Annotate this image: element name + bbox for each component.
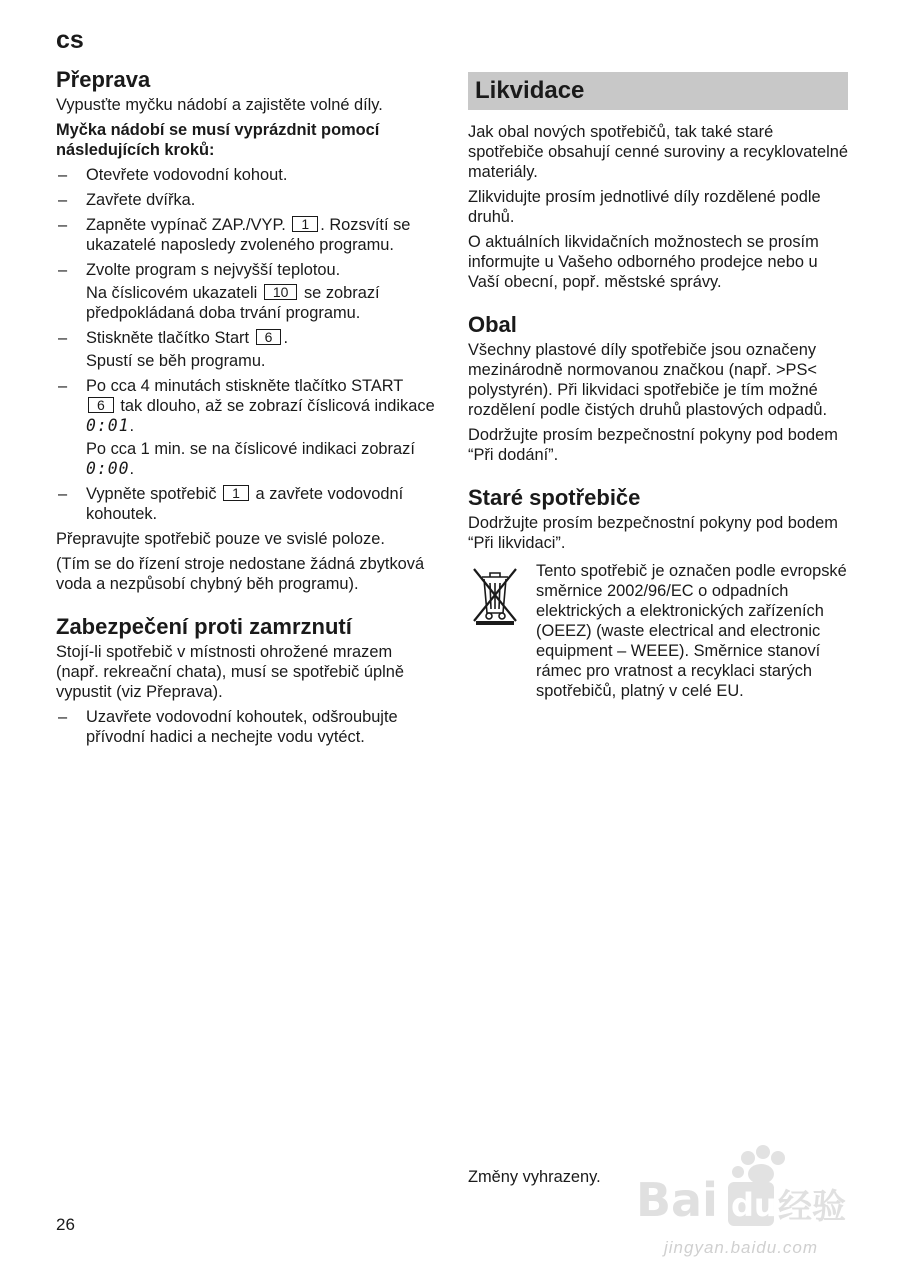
svg-text:du: du xyxy=(731,1186,777,1224)
heading-likvidace: Likvidace xyxy=(475,77,585,104)
step-text: se zobrazí předpokládaná doba trvání programu. xyxy=(86,284,380,322)
step-subtext xyxy=(86,439,436,479)
key-6-icon: 6 xyxy=(256,329,282,345)
heading-band-likvidace xyxy=(468,72,848,110)
step-text: Na číslicovém ukazateli xyxy=(86,284,258,302)
list-item xyxy=(56,328,436,371)
step-text: Zvolte program s nejvyšší teplotou. xyxy=(86,261,341,279)
likvidace-paragraph: O aktuálních likvidačních možnostech se prosím informujte u Vašeho odborného prodejce nebo u Vaší obecní, popř. městské správy. xyxy=(468,233,819,291)
list-item xyxy=(56,484,436,524)
heading-obal: Obal xyxy=(468,312,517,337)
right-column xyxy=(468,66,848,701)
step-text: Po cca 1 min. se na číslicové indikaci zobrazí xyxy=(86,440,415,458)
svg-text:经验: 经验 xyxy=(778,1187,846,1227)
step-text: a zavřete vodovodní kohoutek. xyxy=(86,485,404,523)
step-text: . xyxy=(129,417,135,435)
step-text: Zavřete dvířka. xyxy=(86,191,196,209)
step-subtext xyxy=(86,283,436,323)
heading-zamrznuti: Zabezpečení proti zamrznutí xyxy=(56,614,352,639)
heading-preprava: Přeprava xyxy=(56,67,151,92)
crossed-out-wheelie-bin-icon xyxy=(468,561,522,701)
list-item xyxy=(56,376,436,479)
step-subtext: Spustí se běh programu. xyxy=(86,352,266,370)
preprava-steps xyxy=(56,165,436,524)
stare-paragraph: Dodržujte prosím bezpečnostní pokyny pod bodem “Při likvidaci”. xyxy=(468,514,838,552)
step-text: Zapněte vypínač ZAP./VYP. xyxy=(86,216,286,234)
step-text: . Rozsvítí se ukazatelé naposledy zvoleného programu. xyxy=(86,216,411,254)
preprava-paragraph: Přepravujte spotřebič pouze ve svislé poloze. xyxy=(56,530,385,548)
preprava-bold: Myčka nádobí se musí vyprázdnit pomocí následujících kroků: xyxy=(56,121,380,159)
step-text: Po cca 4 minutách stiskněte tlačítko START xyxy=(86,377,404,395)
baidu-watermark-url: jingyan.baidu.com xyxy=(664,1238,819,1257)
step-text: Stiskněte tlačítko Start xyxy=(86,329,250,347)
weee-text: Tento spotřebič je označen podle evropské směrnice 2002/96/EC o odpadních elektrických a elektronických zařízeních (OEEZ) (waste electrical and electronic equipment – WEEE). Směrnice stanoví rámec pro vratnost a recyklaci starých spotřebičů, platný v celé EU. xyxy=(536,562,847,700)
list-item xyxy=(56,707,436,747)
step-text: . xyxy=(283,329,288,347)
step-text: . xyxy=(129,460,135,478)
language-code: cs xyxy=(56,26,84,54)
baidu-watermark-logo xyxy=(636,1138,856,1243)
digital-display-readout: 0:01 xyxy=(86,416,130,435)
list-item xyxy=(56,190,436,210)
zamrznuti-steps xyxy=(56,707,436,747)
footer-note: Změny vyhrazeny. xyxy=(468,1168,601,1186)
obal-paragraph: Všechny plastové díly spotřebiče jsou označeny mezinárodně normovanou značkou (např. >PS< polystyrén). Při likvidaci spotřebiče je tím možné rozdělení podle čistých druhů plastových odpadů. xyxy=(468,341,828,419)
list-item xyxy=(56,165,436,185)
step-text: tak dlouho, až se zobrazí číslicová indikace xyxy=(120,397,435,415)
preprava-paragraph: (Tím se do řízení stroje nedostane žádná zbytková voda a nezpůsobí chybný běh programu). xyxy=(56,555,425,593)
step-text: Vypněte spotřebič xyxy=(86,485,217,503)
obal-paragraph: Dodržujte prosím bezpečnostní pokyny pod bodem “Při dodání”. xyxy=(468,426,838,464)
list-item xyxy=(56,215,436,255)
heading-stare-spotrebice: Staré spotřebiče xyxy=(468,485,641,510)
step-text: Uzavřete vodovodní kohoutek, odšroubujte přívodní hadici a nechejte vodu vytéct. xyxy=(86,708,398,746)
digital-display-readout: 0:00 xyxy=(86,459,130,478)
key-10-icon: 10 xyxy=(264,284,298,300)
likvidace-paragraph: Zlikvidujte prosím jednotlivé díly rozdělené podle druhů. xyxy=(468,188,821,226)
svg-text:Bai: Bai xyxy=(636,1173,718,1227)
likvidace-paragraph: Jak obal nových spotřebičů, tak také staré spotřebiče obsahují cenné suroviny a recyklovatelné materiály. xyxy=(468,123,848,181)
key-1-icon: 1 xyxy=(223,485,249,501)
weee-notice xyxy=(468,561,848,701)
list-item xyxy=(56,260,436,323)
key-6-icon: 6 xyxy=(88,397,114,413)
key-1-icon: 1 xyxy=(292,216,318,232)
left-column xyxy=(56,66,436,752)
preprava-intro: Vypusťte myčku nádobí a zajistěte volné díly. xyxy=(56,96,383,114)
page-number: 26 xyxy=(56,1215,75,1234)
zamrznuti-paragraph: Stojí-li spotřebič v místnosti ohrožené mrazem (např. rekreační chata), musí se spotřebič úplně vypustit (viz Přeprava). xyxy=(56,643,405,701)
step-text: Otevřete vodovodní kohout. xyxy=(86,166,288,184)
